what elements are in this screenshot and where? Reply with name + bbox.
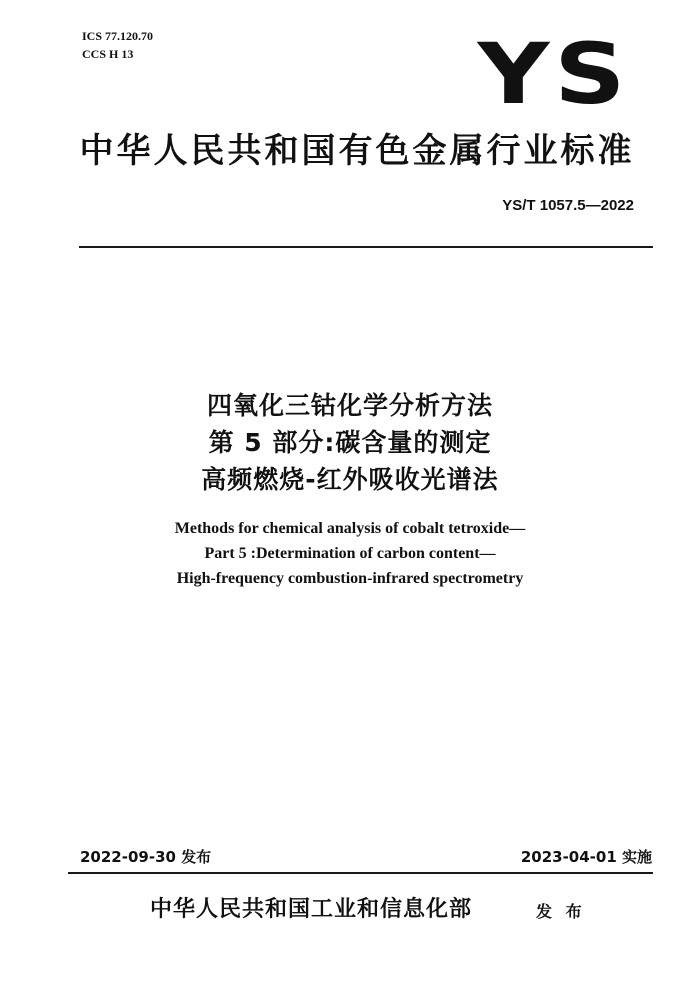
implementation-date: 2023-04-01 实施 (520, 848, 652, 866)
english-title-line-1: Methods for chemical analysis of cobalt tetroxide— (174, 520, 526, 537)
issue-label: 发 布 (536, 902, 586, 921)
english-title-line-2: Part 5 :Determination of carbon content— (204, 545, 496, 562)
organization-title: 中华人民共和国有色金属行业标准 (79, 131, 635, 171)
issue-date: 2022-09-30 发布 (80, 848, 212, 866)
footer-divider (68, 872, 653, 874)
ics-code: ICS 77.120.70 (82, 29, 154, 43)
issuing-authority: 中华人民共和国工业和信息化部 (150, 897, 473, 922)
header-divider (79, 246, 653, 248)
chinese-title-line-2: 第 5 部分:碳含量的测定 (208, 428, 492, 457)
ccs-code: CCS H 13 (82, 47, 134, 61)
standard-number: YS/T 1057.5—2022 (502, 197, 634, 214)
chinese-title-line-1: 四氧化三钴化学分析方法 (206, 391, 493, 420)
chinese-title-line-3: 高频燃烧-红外吸收光谱法 (201, 465, 499, 494)
english-title-line-3: High-frequency combustion-infrared spectrometry (176, 570, 524, 587)
ys-logo: YS (477, 25, 631, 123)
